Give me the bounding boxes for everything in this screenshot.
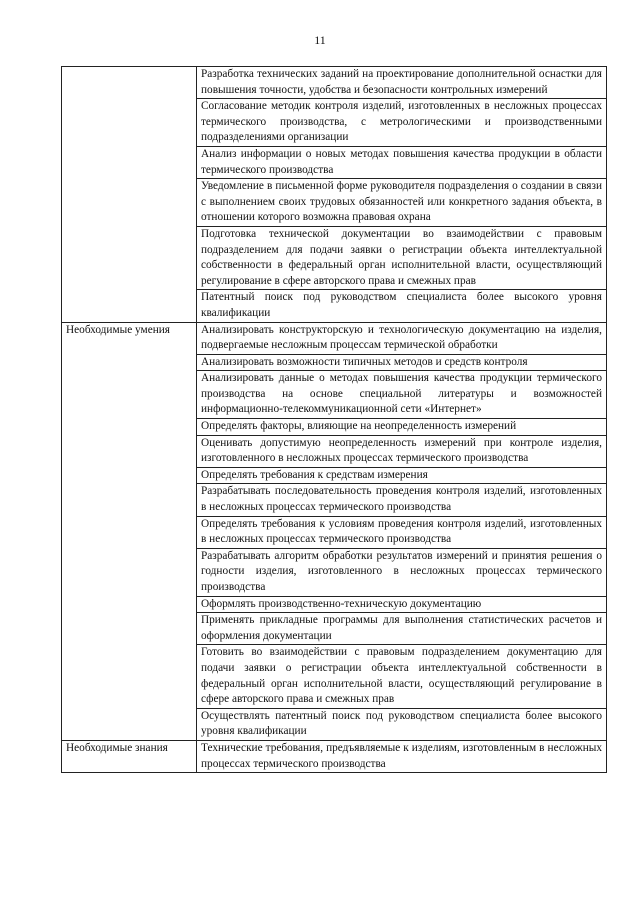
requirement-item: Применять прикладные программы для выполнения статистических расчетов и оформления документации (197, 613, 607, 645)
table-row (62, 322, 607, 354)
requirement-item: Определять требования к условиям проведения контроля изделий, изготовленных в несложных процессах термического производства (197, 516, 607, 548)
page-number: 11 (314, 33, 326, 47)
requirement-item: Оформлять производственно-техническую документацию (197, 596, 607, 613)
table-row (62, 67, 607, 99)
requirement-item: Разрабатывать алгоритм обработки результатов измерений и принятия решения о годности изделия, изготовленного в несложных процессах термического производства (197, 548, 607, 596)
requirement-item: Согласование методик контроля изделий, изготовленных в несложных процессах термического производства, с метрологическими и производственными подразделениями организации (197, 99, 607, 147)
requirement-item: Определять требования к средствам измерения (197, 467, 607, 484)
requirements-table-body (62, 67, 607, 773)
section-label: Необходимые знания (62, 740, 197, 772)
requirement-item: Анализировать возможности типичных методов и средств контроля (197, 354, 607, 371)
requirement-item: Осуществлять патентный поиск под руководством специалиста более высокого уровня квалификации (197, 708, 607, 740)
requirement-item: Анализ информации о новых методах повышения качества продукции в области термического производства (197, 146, 607, 178)
requirement-item: Подготовка технической документации во взаимодействии с правовым подразделением для подачи заявки о регистрации объекта интеллектуальной собственности в федеральный орган исполнительной власти, осуществляющий регулирование в сфере авторского права и смежных прав (197, 226, 607, 289)
section-label: Необходимые умения (62, 322, 197, 740)
requirement-item: Анализировать данные о методах повышения качества продукции термического производства на основе специальной литературы и возможностей информационно-телекоммуникационной сети «Интернет» (197, 371, 607, 419)
requirement-item: Технические требования, предъявляемые к изделиям, изготовленным в несложных процессах термического производства (197, 740, 607, 772)
requirement-item: Готовить во взаимодействии с правовым подразделением документацию для подачи заявки о регистрации объекта интеллектуальной собственности в федеральный орган исполнительной власти, осуществляющий регулирование в сфере авторского права и смежных прав (197, 645, 607, 708)
section-label (62, 67, 197, 323)
requirement-item: Оценивать допустимую неопределенность измерений при контроле изделия, изготовленного в несложных процессах термического производства (197, 435, 607, 467)
requirement-item: Разработка технических заданий на проектирование дополнительной оснастки для повышения точности, удобства и безопасности контрольных измерений (197, 67, 607, 99)
requirement-item: Разрабатывать последовательность проведения контроля изделий, изготовленных в несложных процессах термического производства (197, 484, 607, 516)
table-row (62, 740, 607, 772)
requirement-item: Уведомление в письменной форме руководителя подразделения о создании в связи с выполнением своих трудовых обязанностей или конкретного задания объекта, в отношении которого возможна правовая охрана (197, 179, 607, 227)
requirements-table (61, 66, 607, 773)
requirement-item: Патентный поиск под руководством специалиста более высокого уровня квалификации (197, 290, 607, 322)
requirement-item: Анализировать конструкторскую и технологическую документацию на изделия, подвергаемые несложным процессам термической обработки (197, 322, 607, 354)
requirement-item: Определять факторы, влияющие на неопределенность измерений (197, 419, 607, 436)
